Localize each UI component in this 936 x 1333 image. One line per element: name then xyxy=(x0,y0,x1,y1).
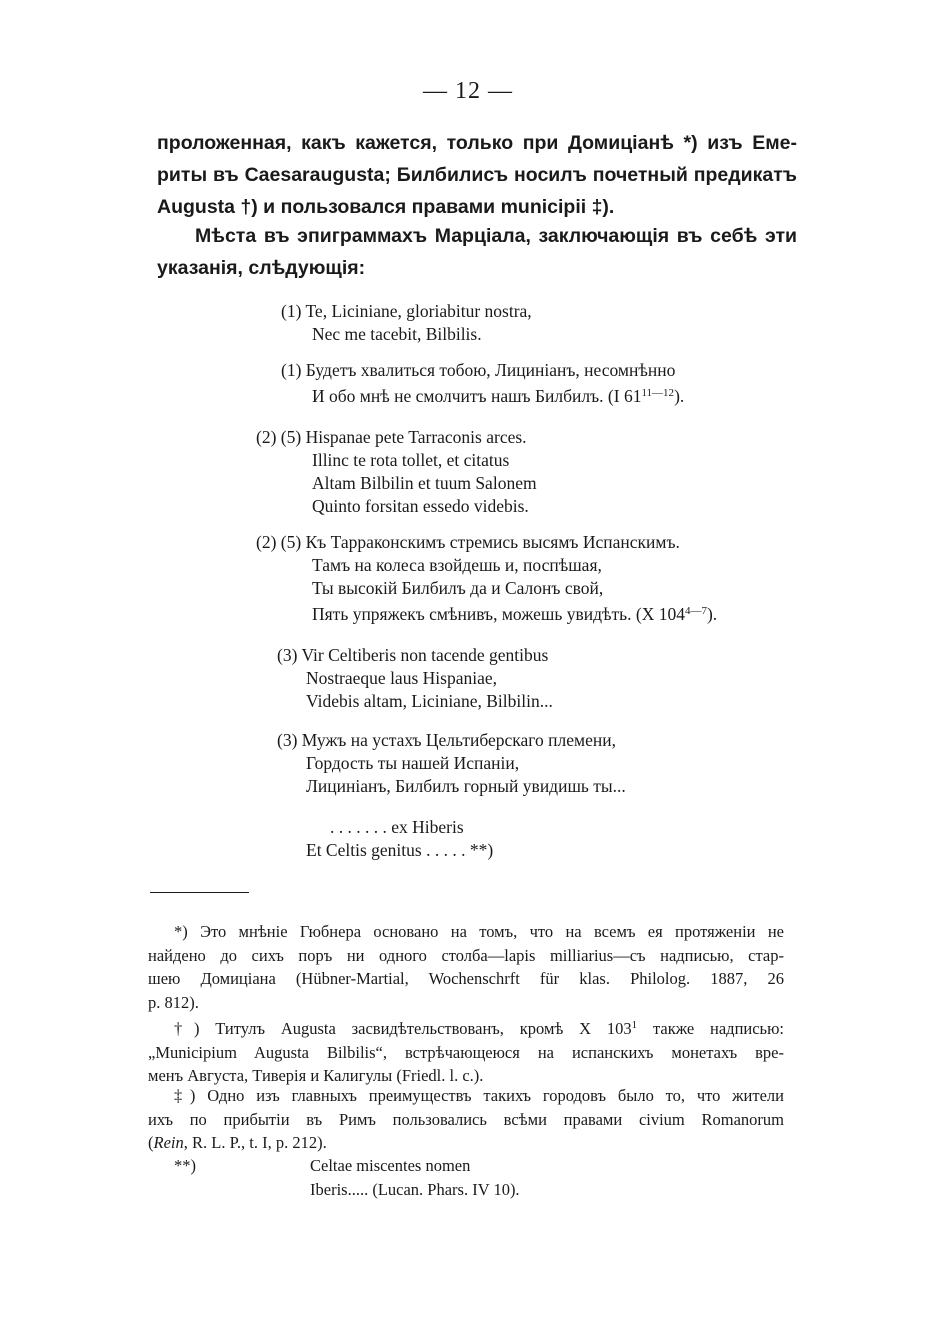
verse-line: Къ Тарраконскимъ стремись высямъ Испанскимъ. xyxy=(305,532,680,552)
verse-marker: (2) (5) xyxy=(256,532,302,552)
verse-reference-end: ). xyxy=(674,386,685,406)
verse-line: . . . . . . . ex Hiberis xyxy=(330,817,464,837)
verse-line: Пять упряжекъ смѣнивъ, можешь увидѣть. (X 104 xyxy=(312,604,685,624)
verse-line: Будетъ хвалиться тобою, Лициніанъ, несомнѣнно xyxy=(305,360,676,380)
verse-reference-end: ). xyxy=(706,604,718,624)
footnote-italic-author: Rein xyxy=(153,1133,184,1152)
footnote-divider xyxy=(150,892,249,893)
paragraph-line: проложенная, какъ кажется, только при Домиціанѣ *) изъ Еме- xyxy=(157,132,797,154)
verse-marker: (2) (5) xyxy=(256,427,302,447)
verse-marker: (1) xyxy=(281,360,302,380)
verse-russian-2 xyxy=(256,531,717,626)
paragraph-line: риты въ Caesaraugusta; Билбилисъ носилъ почетный предикатъ xyxy=(157,164,797,186)
footnote-line: Celtae miscentes nomen xyxy=(310,1156,471,1175)
verse-line: Quinto forsitan essedo videbis. xyxy=(312,496,529,516)
footnote-marker: **) xyxy=(174,1156,196,1175)
verse-marker: (3) xyxy=(277,645,298,665)
verse-quote-lucan xyxy=(306,816,493,862)
footnote-line: †) Титулъ Augusta засвидѣтельствованъ, кромѣ X 103 xyxy=(174,1019,632,1038)
verse-line: Лициніанъ, Билбилъ горный увидишь ты... xyxy=(306,776,626,796)
verse-line: Ты высокій Билбилъ да и Салонъ свой, xyxy=(312,578,604,598)
footnote-paren: ( xyxy=(148,1133,154,1152)
footnote-line: p. 812). xyxy=(148,992,199,1012)
footnote-line: ихъ по прибытіи въ Римъ пользовались всѣми правами civium Romanorum xyxy=(148,1109,784,1129)
verse-reference-sup: 11—12 xyxy=(641,387,675,399)
footnote-sup: 1 xyxy=(631,1019,638,1031)
footnote-3 xyxy=(148,1084,784,1155)
verse-russian-3 xyxy=(277,729,626,798)
footnote-line: „Municipium Augusta Bilbilis“, встрѣчающеюся на испанскихъ монетахъ вре- xyxy=(148,1042,784,1062)
verse-latin-2 xyxy=(256,426,537,518)
verse-latin-3 xyxy=(277,644,553,713)
verse-line: Мужъ на устахъ Цельтиберскаго племени, xyxy=(301,730,616,750)
verse-reference-sup: 4—7 xyxy=(684,605,707,617)
verse-line: Vir Celtiberis non tacende gentibus xyxy=(301,645,549,665)
verse-line: Illinc te rota tollet, et citatus xyxy=(312,450,510,470)
footnote-4 xyxy=(148,1154,784,1201)
footnote-2 xyxy=(148,1014,784,1088)
verse-line: Nec me tacebit, Bilbilis. xyxy=(312,324,482,344)
verse-line: Altam Bilbilin et tuum Salonem xyxy=(312,473,537,493)
footnote-line: ‡) Одно изъ главныхъ преимуществъ такихъ городовъ было то, что жители xyxy=(174,1086,784,1105)
verse-latin-1 xyxy=(281,300,532,346)
verse-line: Nostraeque laus Hispaniae, xyxy=(306,668,497,688)
paragraph-line: указанія, слѣдующія: xyxy=(157,257,366,279)
footnote-line: *) Это мнѣніе Гюбнера основано на томъ, что на всемъ ея протяженіи не xyxy=(174,922,784,941)
footnote-line: Iberis..... (Lucan. Phars. IV 10). xyxy=(310,1179,520,1199)
footnote-1 xyxy=(148,920,784,1014)
verse-marker: (1) xyxy=(281,301,302,321)
paragraph-line: Мѣста въ эпиграммахъ Марціала, заключающія въ себѣ эти xyxy=(195,225,797,247)
page-number: — 12 — xyxy=(423,78,513,104)
paragraph-line: Augusta †) и пользовался правами municipii ‡). xyxy=(157,196,615,218)
verse-russian-1 xyxy=(281,359,684,408)
paragraph-2 xyxy=(157,220,797,284)
footnote-line: шею Домиціана (Hübner-Martial, Wochenschrft für klas. Philolog. 1887, 26 xyxy=(148,969,784,988)
paragraph-1 xyxy=(157,127,797,223)
verse-line: Гордость ты нашей Испаніи, xyxy=(306,753,520,773)
footnote-line: найдено до сихъ поръ ни одного столба—lapis milliarius—съ надписью, стар- xyxy=(148,945,784,965)
verse-line: Videbis altam, Liciniane, Bilbilin... xyxy=(306,691,553,711)
verse-line: И обо мнѣ не смолчитъ нашъ Билбилъ. (I 61 xyxy=(312,386,642,406)
footnote-line-end: также надписью: xyxy=(637,1019,784,1038)
verse-line: Et Celtis genitus . . . . . **) xyxy=(306,840,494,860)
verse-line: Te, Liciniane, gloriabitur nostra, xyxy=(305,301,532,321)
verse-line: Hispanae pete Tarraconis arces. xyxy=(305,427,527,447)
verse-marker: (3) xyxy=(277,730,298,750)
footnote-line: , R. L. P., t. I, p. 212). xyxy=(183,1133,327,1152)
footnote-line: менъ Августа, Тиверія и Калигулы (Friedl. l. c.). xyxy=(148,1066,484,1085)
verse-line: Тамъ на колеса взойдешь и, поспѣшая, xyxy=(312,555,602,575)
